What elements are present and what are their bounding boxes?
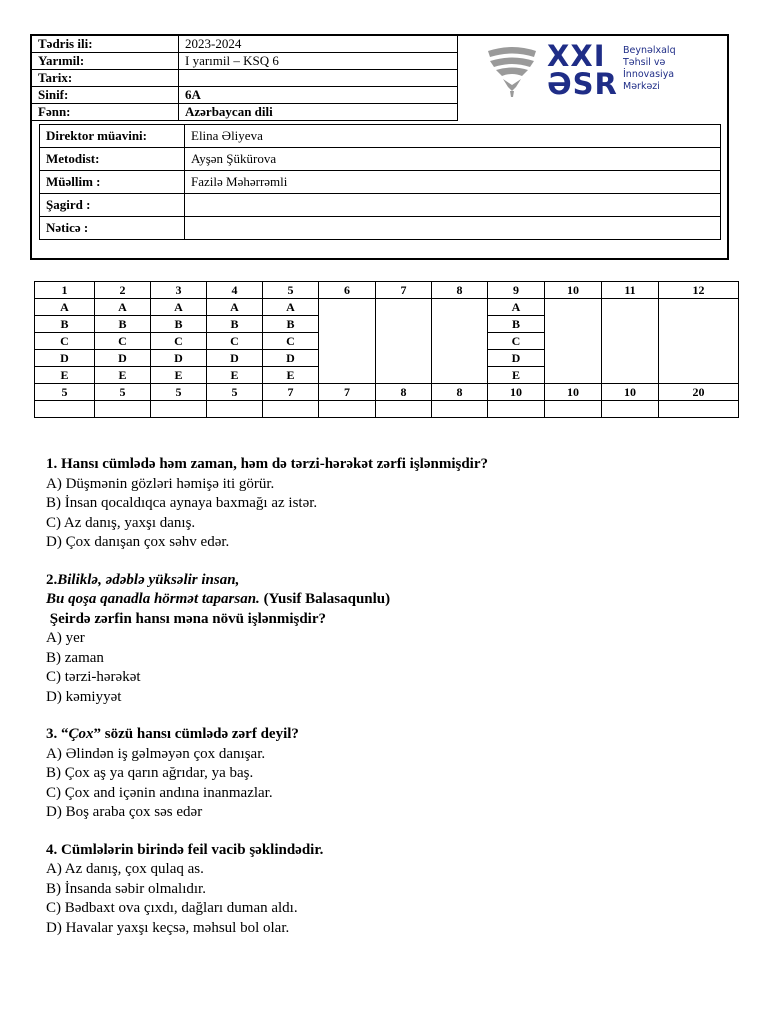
result-field[interactable] xyxy=(185,217,721,240)
score-cell[interactable] xyxy=(432,401,488,418)
logo xyxy=(484,37,728,107)
staff-label: Nəticə : xyxy=(40,217,185,240)
answer-grid xyxy=(34,281,739,418)
question-4 xyxy=(46,841,736,939)
staff-value: Ayşən Şükürova xyxy=(185,148,721,171)
score-cell[interactable] xyxy=(207,401,263,418)
score-cell[interactable] xyxy=(35,401,95,418)
question-number-cell: 5 xyxy=(263,282,319,299)
question-number-cell: 3 xyxy=(151,282,207,299)
answer-option[interactable]: B) Çox aş ya qarın ağrıdar, ya baş. xyxy=(46,765,254,781)
option-cell[interactable]: E xyxy=(488,367,545,384)
logo-sub-line: Təhsil və xyxy=(623,57,666,68)
points-cell: 8 xyxy=(376,384,432,401)
info-label: Tədris ili: xyxy=(32,36,179,53)
question-2 xyxy=(46,571,736,708)
open-answer-cell[interactable] xyxy=(545,299,602,384)
points-cell: 7 xyxy=(319,384,376,401)
info-label: Sinif: xyxy=(32,87,179,104)
option-cell[interactable]: D xyxy=(207,350,263,367)
info-row-date xyxy=(32,70,458,87)
staff-row xyxy=(40,148,721,171)
question-number-cell: 6 xyxy=(319,282,376,299)
option-cell[interactable]: E xyxy=(35,367,95,384)
option-cell[interactable]: E xyxy=(207,367,263,384)
answer-option[interactable]: B) İnsanda səbir olmalıdır. xyxy=(46,880,206,897)
score-cell[interactable] xyxy=(488,401,545,418)
poem-line xyxy=(46,571,736,591)
info-table xyxy=(31,35,458,121)
answer-option[interactable]: A) Düşmənin gözləri həmişə iti görür. xyxy=(46,475,275,492)
option-cell[interactable]: B xyxy=(95,316,151,333)
question-3 xyxy=(46,725,736,823)
score-cell[interactable] xyxy=(602,401,659,418)
option-cell[interactable]: C xyxy=(488,333,545,350)
option-cell[interactable]: A xyxy=(488,299,545,316)
answer-option[interactable]: C) Çox and içənin andına inanmazlar. xyxy=(46,784,273,801)
points-cell: 5 xyxy=(151,384,207,401)
option-cell[interactable]: D xyxy=(35,350,95,367)
answer-option[interactable]: D) Boş araba çox səs edər xyxy=(46,804,203,820)
option-cell[interactable]: C xyxy=(207,333,263,350)
answer-option[interactable]: C) Az danış, yaxşı danış. xyxy=(46,514,196,531)
open-answer-cell[interactable] xyxy=(319,299,376,384)
logo-esr-text: ƏSR xyxy=(547,67,618,101)
score-cell[interactable] xyxy=(95,401,151,418)
points-cell: 5 xyxy=(35,384,95,401)
question-number: 2. xyxy=(46,571,58,588)
staff-row xyxy=(40,125,721,148)
score-cell[interactable] xyxy=(319,401,376,418)
option-cell[interactable]: A xyxy=(263,299,319,316)
points-cell: 8 xyxy=(432,384,488,401)
info-value: I yarımil – KSQ 6 xyxy=(179,53,458,70)
question-number-cell: 1 xyxy=(35,282,95,299)
info-value xyxy=(179,70,458,87)
points-cell: 5 xyxy=(207,384,263,401)
answer-option[interactable]: A) Əlindən iş gəlməyən çox danışar. xyxy=(46,745,266,762)
open-answer-cell[interactable] xyxy=(659,299,739,384)
poem-text: Biliklə, ədəblə yüksəlir insan, xyxy=(57,571,240,588)
info-row-class xyxy=(32,87,458,104)
staff-value: Elina Əliyeva xyxy=(185,125,721,148)
question-title: 1. Hansı cümlədə həm zaman, həm də tərzi-hərəkət zərfi işlənmişdir? xyxy=(46,456,488,472)
poem-author: (Yusif Balasaqunlu) xyxy=(259,591,391,607)
option-cell[interactable]: A xyxy=(95,299,151,316)
option-cell[interactable]: D xyxy=(151,350,207,367)
staff-table xyxy=(39,124,721,240)
grid-points-row xyxy=(35,384,739,401)
question-title-pre: 3. “ xyxy=(46,726,69,742)
option-cell[interactable]: A xyxy=(207,299,263,316)
answer-option[interactable]: D) kəmiyyət xyxy=(46,688,122,705)
answer-option[interactable]: D) Çox danışan çox səhv edər. xyxy=(46,534,230,550)
info-value: 2023-2024 xyxy=(179,36,458,53)
staff-label: Metodist: xyxy=(40,148,185,171)
points-cell: 10 xyxy=(602,384,659,401)
question-title: Şeirdə zərfin hansı məna növü işlənmişdir? xyxy=(46,610,327,627)
score-cell[interactable] xyxy=(545,401,602,418)
score-cell[interactable] xyxy=(151,401,207,418)
option-cell[interactable]: B xyxy=(151,316,207,333)
option-cell[interactable]: B xyxy=(207,316,263,333)
info-row-subject xyxy=(32,104,458,121)
option-cell[interactable]: C xyxy=(151,333,207,350)
score-cell[interactable] xyxy=(659,401,739,418)
question-number-cell: 8 xyxy=(432,282,488,299)
points-cell: 10 xyxy=(545,384,602,401)
question-title: 4. Cümlələrin birində feil vacib şəklindədir. xyxy=(46,841,324,858)
grid-score-row xyxy=(35,401,739,418)
question-number-cell: 7 xyxy=(376,282,432,299)
info-label: Fənn: xyxy=(32,104,179,121)
question-number-cell: 4 xyxy=(207,282,263,299)
question-1 xyxy=(46,455,736,553)
logo-sub-line: Beynəlxalq xyxy=(623,45,676,56)
info-value: 6A xyxy=(179,87,458,104)
poem-line xyxy=(46,590,736,610)
answer-option[interactable]: A) yer xyxy=(46,630,85,646)
option-cell[interactable]: C xyxy=(35,333,95,350)
answer-option[interactable]: D) Havalar yaxşı keçsə, məhsul bol olar. xyxy=(46,919,290,936)
staff-label: Müəllim : xyxy=(40,171,185,194)
option-cell[interactable]: B xyxy=(35,316,95,333)
staff-value: Fazilə Məhərrəmli xyxy=(185,171,721,194)
logo-sub-line: İnnovasiya xyxy=(623,69,675,80)
question-number-cell: 11 xyxy=(602,282,659,299)
answer-option[interactable]: B) zaman xyxy=(46,649,104,666)
question-number-cell: 9 xyxy=(488,282,545,299)
option-cell[interactable]: D xyxy=(95,350,151,367)
option-cell[interactable]: A xyxy=(151,299,207,316)
info-value: Azərbaycan dili xyxy=(179,104,458,121)
staff-row xyxy=(40,171,721,194)
questions xyxy=(46,455,736,956)
staff-row xyxy=(40,217,721,240)
points-cell: 5 xyxy=(95,384,151,401)
logo-emblem-icon xyxy=(484,45,540,97)
option-cell[interactable]: E xyxy=(95,367,151,384)
info-label: Tarix: xyxy=(32,70,179,87)
option-cell[interactable]: D xyxy=(488,350,545,367)
option-cell[interactable]: E xyxy=(263,367,319,384)
logo-xxi-text: XXI xyxy=(547,39,606,73)
score-cell[interactable] xyxy=(263,401,319,418)
grid-option-row xyxy=(35,299,739,316)
option-cell[interactable]: E xyxy=(151,367,207,384)
staff-row xyxy=(40,194,721,217)
staff-label: Direktor müavini: xyxy=(40,125,185,148)
option-cell[interactable]: B xyxy=(263,316,319,333)
poem-text: Bu qoşa qanadla hörmət taparsan. xyxy=(46,591,260,607)
option-cell[interactable]: D xyxy=(263,350,319,367)
points-cell: 7 xyxy=(263,384,319,401)
answer-option[interactable]: B) İnsan qocaldıqca aynaya baxmağı az istər. xyxy=(46,495,318,511)
question-number-cell: 2 xyxy=(95,282,151,299)
answer-option[interactable]: C) Bədbaxt ova çıxdı, dağları duman aldı. xyxy=(46,900,298,916)
option-cell[interactable]: B xyxy=(488,316,545,333)
open-answer-cell[interactable] xyxy=(376,299,432,384)
staff-label: Şagird : xyxy=(40,194,185,217)
option-cell[interactable]: A xyxy=(35,299,95,316)
score-cell[interactable] xyxy=(376,401,432,418)
open-answer-cell[interactable] xyxy=(602,299,659,384)
logo-subtitle xyxy=(623,45,676,93)
logo-sub-line: Mərkəzi xyxy=(623,81,660,92)
option-cell[interactable]: C xyxy=(95,333,151,350)
info-label: Yarımil: xyxy=(32,53,179,70)
student-field[interactable] xyxy=(185,194,721,217)
question-keyword: Çox xyxy=(68,726,94,742)
question-number-cell: 12 xyxy=(659,282,739,299)
question-title xyxy=(46,725,736,745)
info-row-year xyxy=(32,36,458,53)
question-title-post: ” sözü hansı cümlədə zərf deyil? xyxy=(93,726,299,742)
open-answer-cell[interactable] xyxy=(432,299,488,384)
answer-option[interactable]: A) Az danış, çox qulaq as. xyxy=(46,861,204,877)
info-row-term xyxy=(32,53,458,70)
question-number-cell: 10 xyxy=(545,282,602,299)
grid-number-row xyxy=(35,282,739,299)
points-cell: 20 xyxy=(659,384,739,401)
answer-option[interactable]: C) tərzi-hərəkət xyxy=(46,669,141,685)
option-cell[interactable]: C xyxy=(263,333,319,350)
points-cell: 10 xyxy=(488,384,545,401)
